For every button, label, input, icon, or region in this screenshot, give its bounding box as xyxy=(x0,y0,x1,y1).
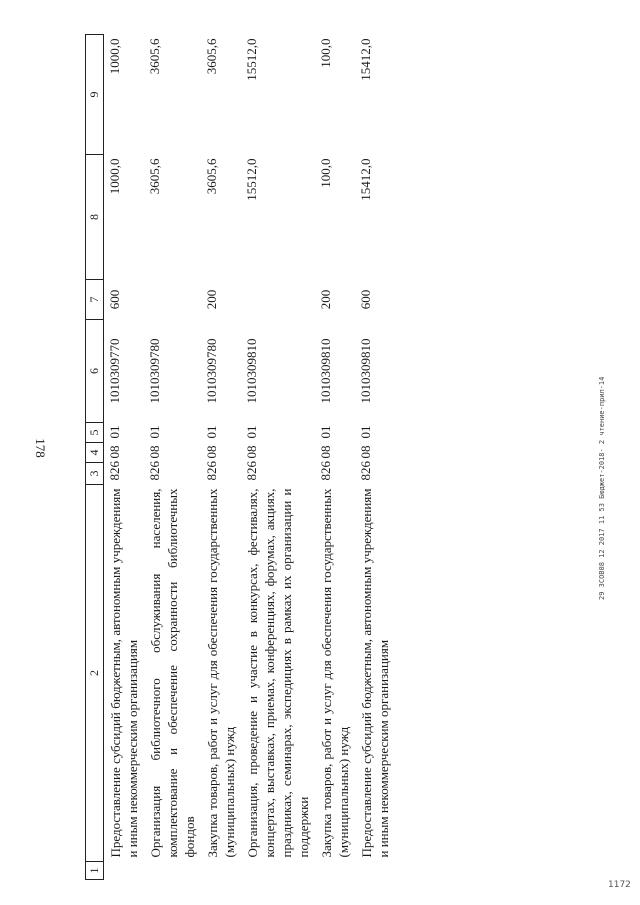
amount-cell: 15412,0 xyxy=(358,158,373,201)
table-row xyxy=(315,35,355,880)
amount-cell: 100,0 xyxy=(318,38,333,68)
code-cell: 1010309810 xyxy=(244,338,259,404)
code-cell: 08 xyxy=(358,445,373,459)
amount-cell: 3605,6 xyxy=(204,158,219,195)
code-cell: 826 xyxy=(244,461,259,481)
column-header: 3 xyxy=(86,463,104,485)
row-number-cell xyxy=(104,862,145,880)
code-cell: 1010309810 xyxy=(358,338,373,404)
budget-table xyxy=(85,34,395,880)
column-header: 1 xyxy=(86,862,104,880)
table-row xyxy=(104,35,145,880)
row-description: Закупка товаров, работ и услуг для обеспечения государственных (муниципальных) нужд xyxy=(319,488,351,858)
amount-cell: 3605,6 xyxy=(204,38,219,75)
code-cell: 08 xyxy=(147,445,162,459)
code-cell: 200 xyxy=(204,289,219,310)
code-cell: 826 xyxy=(318,461,333,481)
amount-cell: 1000,0 xyxy=(107,38,122,75)
code-cell: 600 xyxy=(358,289,373,310)
row-description: Организация библиотечного обслуживания населения, комплектование и обеспечение сохранности библиотечных фондов xyxy=(148,488,197,858)
code-cell: 01 xyxy=(358,425,373,439)
code-cell: 1010309780 xyxy=(204,338,219,404)
code-cell: 1010309810 xyxy=(318,338,333,404)
row-description: Закупка товаров, работ и услуг для обеспечения государственных (муниципальных) нужд xyxy=(205,488,237,858)
code-cell: 08 xyxy=(204,445,219,459)
amount-cell: 3605,6 xyxy=(147,158,162,195)
code-cell: 1010309780 xyxy=(147,338,162,404)
code-cell: 01 xyxy=(318,425,333,439)
file-stamp: 29 ЗСОВ08 12 2017 11 53 Бюджет-2018- 2 чтение-прил-14 xyxy=(598,376,606,600)
code-cell: 200 xyxy=(318,289,333,310)
column-header: 9 xyxy=(86,35,104,155)
code-cell: 600 xyxy=(107,289,122,310)
row-number-cell xyxy=(201,862,241,880)
code-cell: 01 xyxy=(204,425,219,439)
table-row xyxy=(355,35,395,880)
row-number-cell xyxy=(241,862,315,880)
row-number-cell xyxy=(144,862,201,880)
code-cell: 1010309770 xyxy=(107,338,122,404)
amount-cell: 15512,0 xyxy=(244,38,259,81)
code-cell: 826 xyxy=(147,461,162,481)
code-cell: 08 xyxy=(318,445,333,459)
amount-cell: 15412,0 xyxy=(358,38,373,81)
row-number-cell xyxy=(355,862,395,880)
amount-cell: 15512,0 xyxy=(244,158,259,201)
column-header: 6 xyxy=(86,320,104,423)
amount-cell: 3605,6 xyxy=(147,38,162,75)
page-number: 178 xyxy=(33,438,48,458)
row-description: Предоставление субсидий бюджетным, автономным учреждениям и иным некоммерческим организациям xyxy=(359,488,391,858)
code-cell: 826 xyxy=(204,461,219,481)
row-description: Организация, проведение и участие в конкурсах, фестивалях, концертах, выставках, приемах, конференциях, форумах, акциях, праздниках, семинарах, экспедициях в рамках их организации и поддержки xyxy=(245,488,311,858)
code-cell: 826 xyxy=(358,461,373,481)
code-cell: 08 xyxy=(107,445,122,459)
code-cell xyxy=(144,280,201,320)
table-row xyxy=(144,35,201,880)
code-cell: 01 xyxy=(107,425,122,439)
column-header: 8 xyxy=(86,155,104,280)
corner-mark: 1172 xyxy=(608,880,631,890)
table-header-row xyxy=(86,35,104,880)
table-row xyxy=(241,35,315,880)
column-header: 5 xyxy=(86,423,104,443)
row-number-cell xyxy=(315,862,355,880)
column-header: 7 xyxy=(86,280,104,320)
table-row xyxy=(201,35,241,880)
amount-cell: 1000,0 xyxy=(107,158,122,195)
budget-table-sheet xyxy=(85,35,605,880)
row-description: Предоставление субсидий бюджетным, автономным учреждениям и иным некоммерческим организациям xyxy=(108,488,140,858)
code-cell: 01 xyxy=(244,425,259,439)
code-cell: 08 xyxy=(244,445,259,459)
code-cell xyxy=(241,280,315,320)
code-cell: 826 xyxy=(107,461,122,481)
column-header: 2 xyxy=(86,485,104,862)
column-header: 4 xyxy=(86,443,104,463)
code-cell: 01 xyxy=(147,425,162,439)
amount-cell: 100,0 xyxy=(318,158,333,188)
